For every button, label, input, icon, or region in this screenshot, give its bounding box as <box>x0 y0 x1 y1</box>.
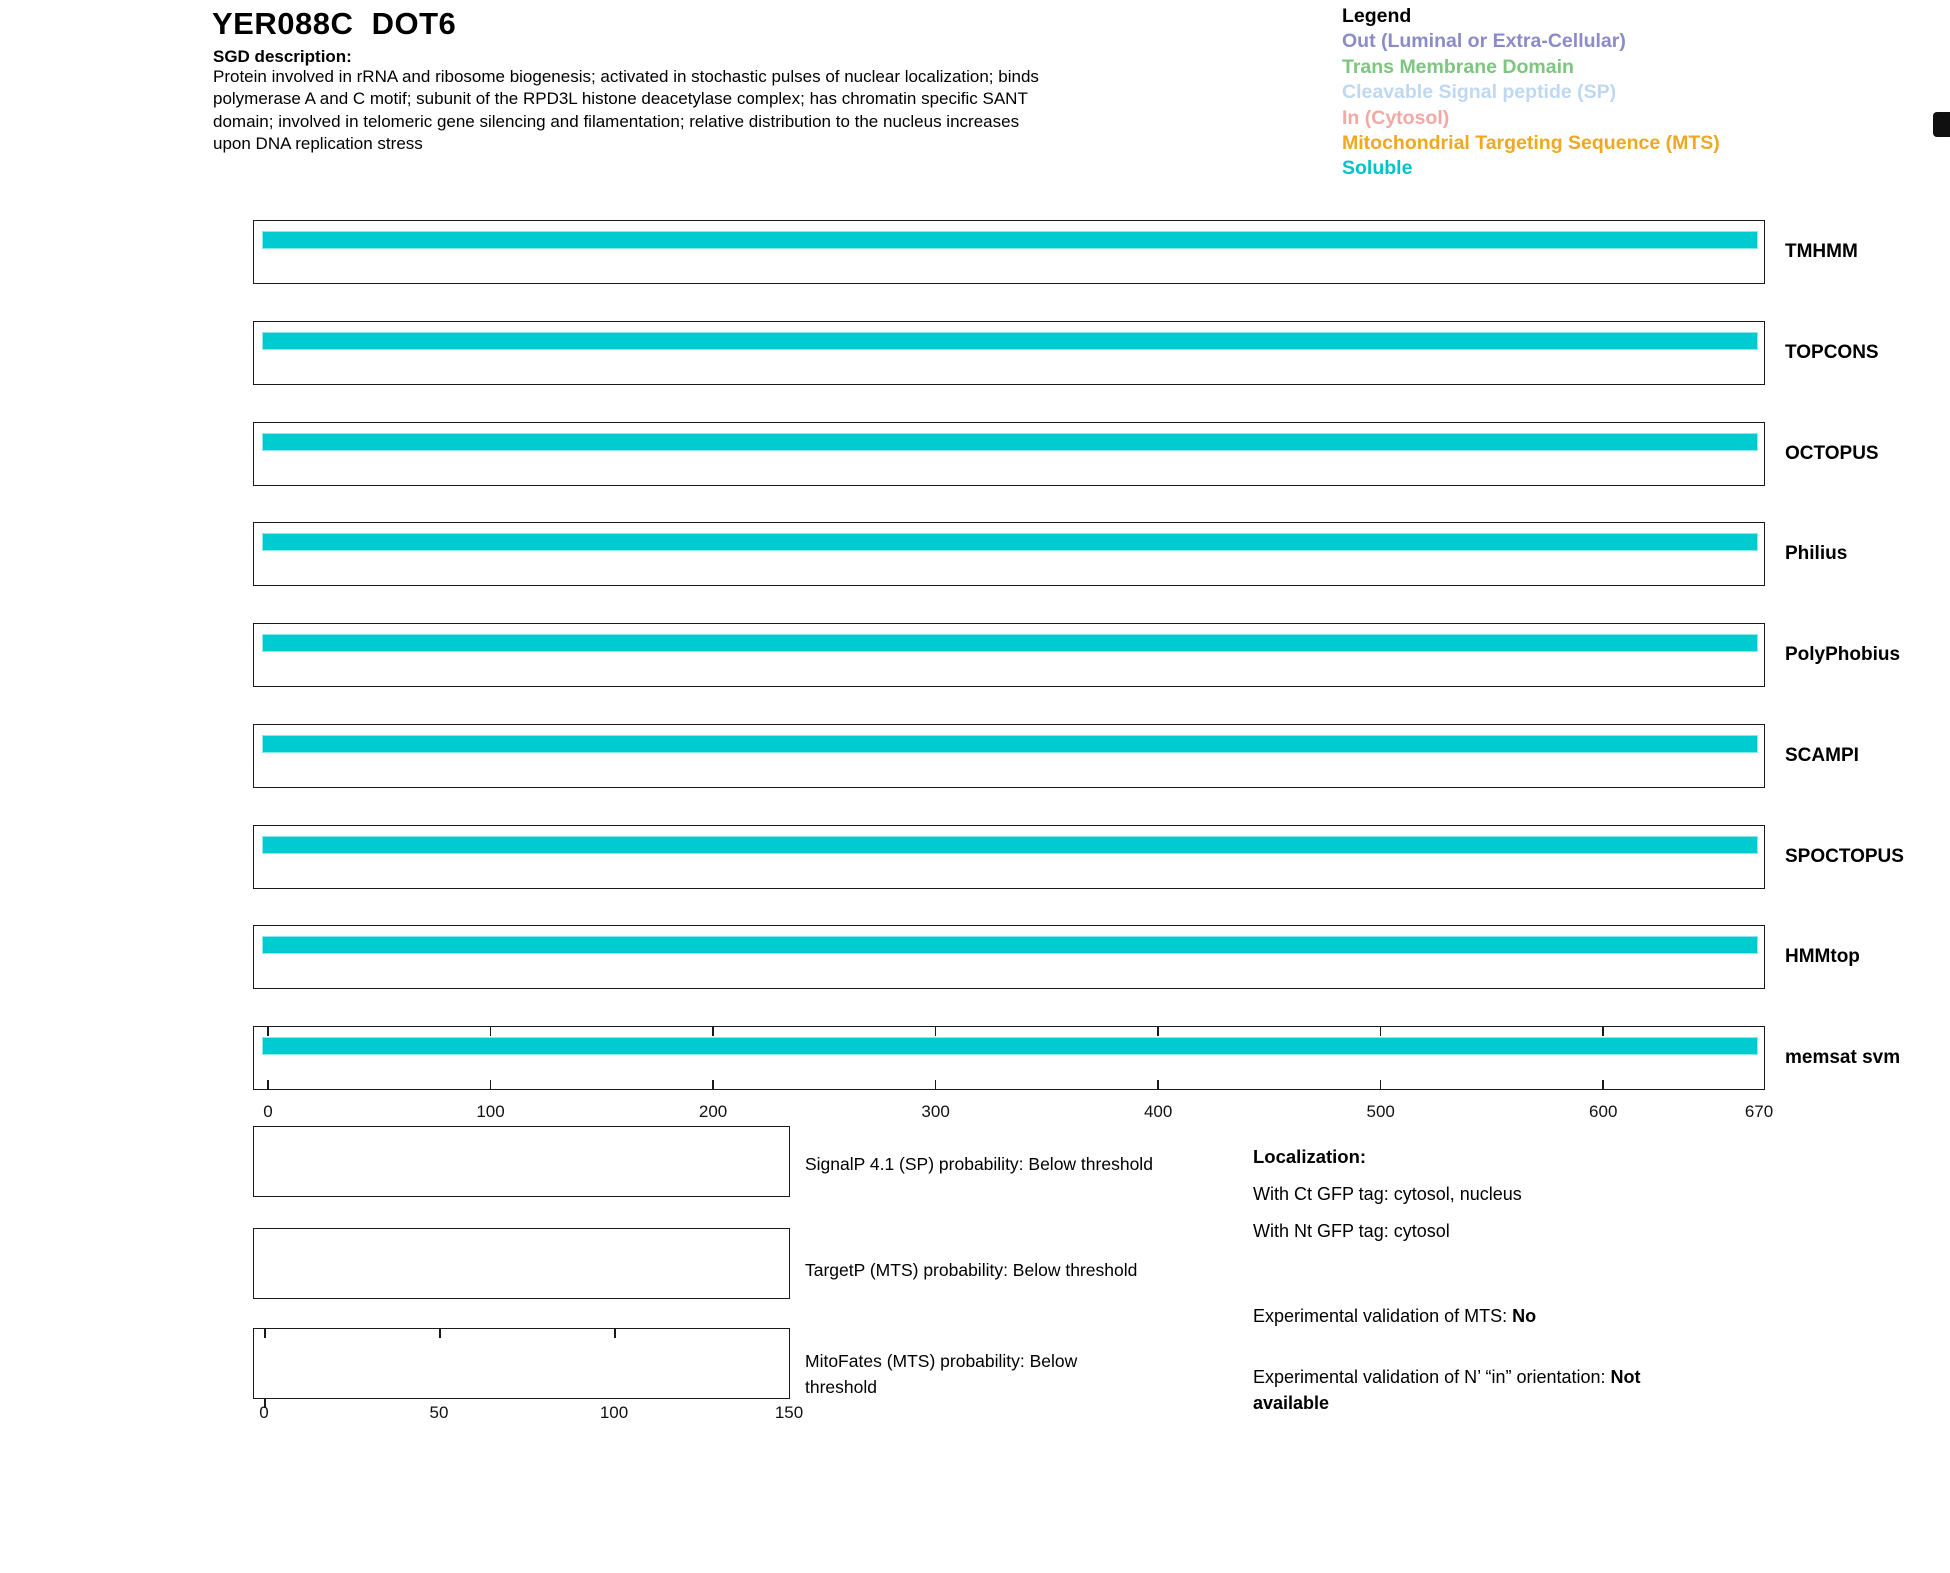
legend-item-out: Out (Luminal or Extra-Cellular) <box>1342 30 1626 53</box>
track-hmmtop <box>253 925 1860 989</box>
track-octopus <box>253 422 1879 486</box>
track-label: HMMtop <box>1785 946 1860 967</box>
tick-mark <box>264 1329 266 1338</box>
soluble-region-bar <box>262 231 1758 249</box>
sgd-description-text: Protein involved in rRNA and ribosome biogenesis; activated in stochastic pulses of nuclear localization; binds polymerase A and C motif; subunit of the RPD3L histone deacetylase complex; has chromatin specific SANT domain; involved in telomeric gene silencing and filamentation; relative distribution to the nucleus increases upon DNA replication stress <box>213 67 1039 153</box>
track-tmhmm <box>253 220 1858 284</box>
track-plot-box <box>253 825 1765 889</box>
edge-artifact <box>1933 112 1950 137</box>
soluble-region-bar <box>262 1037 1758 1055</box>
track-memsat-svm <box>253 1026 1901 1090</box>
legend-item-tm: Trans Membrane Domain <box>1342 55 1574 78</box>
track-label: PolyPhobius <box>1785 644 1901 665</box>
localization-nt: With Nt GFP tag: cytosol <box>1253 1221 1450 1241</box>
tick-mark <box>712 1080 714 1089</box>
axis-tick-label: 100 <box>599 1403 629 1422</box>
tick-mark <box>1602 1027 1604 1036</box>
tick-mark <box>490 1080 492 1089</box>
tick-mark <box>1157 1080 1159 1089</box>
soluble-region-bar <box>262 735 1758 753</box>
track-label: TMHMM <box>1785 241 1858 262</box>
axis-tick-label: 200 <box>698 1102 728 1121</box>
track-plot-box <box>253 724 1765 788</box>
axis-tick-label: 150 <box>774 1403 804 1422</box>
mts-validation-text: Experimental validation of MTS: <box>1253 1306 1513 1326</box>
track-plot-box <box>253 925 1765 989</box>
tick-mark <box>1380 1080 1382 1089</box>
legend <box>1342 4 1720 182</box>
legend-item-sp: Cleavable Signal peptide (SP) <box>1342 81 1617 104</box>
track-philius <box>253 522 1848 586</box>
soluble-region-bar <box>262 533 1758 551</box>
axis-tick-label: 300 <box>921 1102 950 1121</box>
tick-mark <box>267 1027 269 1036</box>
track-plot-box <box>253 522 1765 586</box>
tick-mark <box>1380 1027 1382 1036</box>
localization-title: Localization: <box>1253 1146 1367 1167</box>
mitofates-label: MitoFates (MTS) probability: Below threshold <box>805 1351 1078 1397</box>
page-title: YER088C DOT6 <box>212 6 457 41</box>
legend-item-in: In (Cytosol) <box>1342 106 1450 129</box>
axis-tick-label: 0 <box>259 1403 269 1422</box>
track-plot-box <box>253 220 1765 284</box>
tick-mark <box>490 1027 492 1036</box>
tick-mark <box>935 1027 937 1036</box>
axis-tick-label: 670 <box>1744 1102 1774 1121</box>
track-plot-box <box>253 321 1765 385</box>
track-label: OCTOPUS <box>1785 443 1879 464</box>
signalp-plot-box <box>253 1126 790 1197</box>
track-label: TOPCONS <box>1785 342 1879 363</box>
targetp-label: TargetP (MTS) probability: Below threshold <box>805 1260 1138 1280</box>
track-spoctopus <box>253 825 1904 889</box>
tick-mark <box>1602 1080 1604 1089</box>
tick-mark <box>712 1027 714 1036</box>
mitofates-plot-box <box>253 1328 790 1399</box>
legend-item-mts: Mitochondrial Targeting Sequence (MTS) <box>1342 132 1720 155</box>
soluble-region-bar <box>262 936 1758 954</box>
targetp-plot-box <box>253 1228 790 1299</box>
axis-tick-label: 100 <box>476 1102 505 1121</box>
sgd-description-label: SGD description: <box>213 47 352 66</box>
axis-tick-label: 400 <box>1143 1102 1173 1121</box>
soluble-region-bar <box>262 634 1758 652</box>
track-label: SCAMPI <box>1785 745 1859 766</box>
tick-mark <box>1157 1027 1159 1036</box>
localization-ct: With Ct GFP tag: cytosol, nucleus <box>1253 1184 1522 1204</box>
tick-mark <box>267 1080 269 1089</box>
tick-mark <box>614 1329 616 1338</box>
mts-validation <box>1253 1306 1536 1327</box>
soluble-region-bar <box>262 836 1758 854</box>
track-label: memsat svm <box>1785 1047 1901 1068</box>
soluble-region-bar <box>262 433 1758 451</box>
orientation-validation-text: Experimental validation of N’ “in” orientation: <box>1253 1367 1611 1387</box>
orientation-validation-value: Not available <box>1253 1367 1641 1413</box>
legend-item-soluble: Soluble <box>1342 157 1413 180</box>
track-polyphobius <box>253 623 1901 687</box>
track-topcons <box>253 321 1879 385</box>
signalp-label: SignalP 4.1 (SP) probability: Below threshold <box>805 1154 1153 1174</box>
track-plot-box <box>253 422 1765 486</box>
track-plot-box <box>253 623 1765 687</box>
axis-tick-label: 50 <box>429 1403 449 1422</box>
mts-validation-value: No <box>1512 1306 1537 1326</box>
tick-mark <box>935 1080 937 1089</box>
axis-tick-label: 500 <box>1366 1102 1395 1121</box>
tick-mark <box>439 1329 441 1338</box>
legend-title: Legend <box>1342 5 1412 27</box>
track-plot-box <box>253 1026 1765 1090</box>
residue-axis <box>253 1102 1774 1122</box>
track-scampi <box>253 724 1859 788</box>
axis-tick-label: 0 <box>263 1102 273 1121</box>
track-label: SPOCTOPUS <box>1785 846 1904 867</box>
track-label: Philius <box>1785 543 1848 564</box>
axis-tick-label: 600 <box>1589 1102 1618 1121</box>
orientation-validation <box>1253 1364 1708 1416</box>
soluble-region-bar <box>262 332 1758 350</box>
